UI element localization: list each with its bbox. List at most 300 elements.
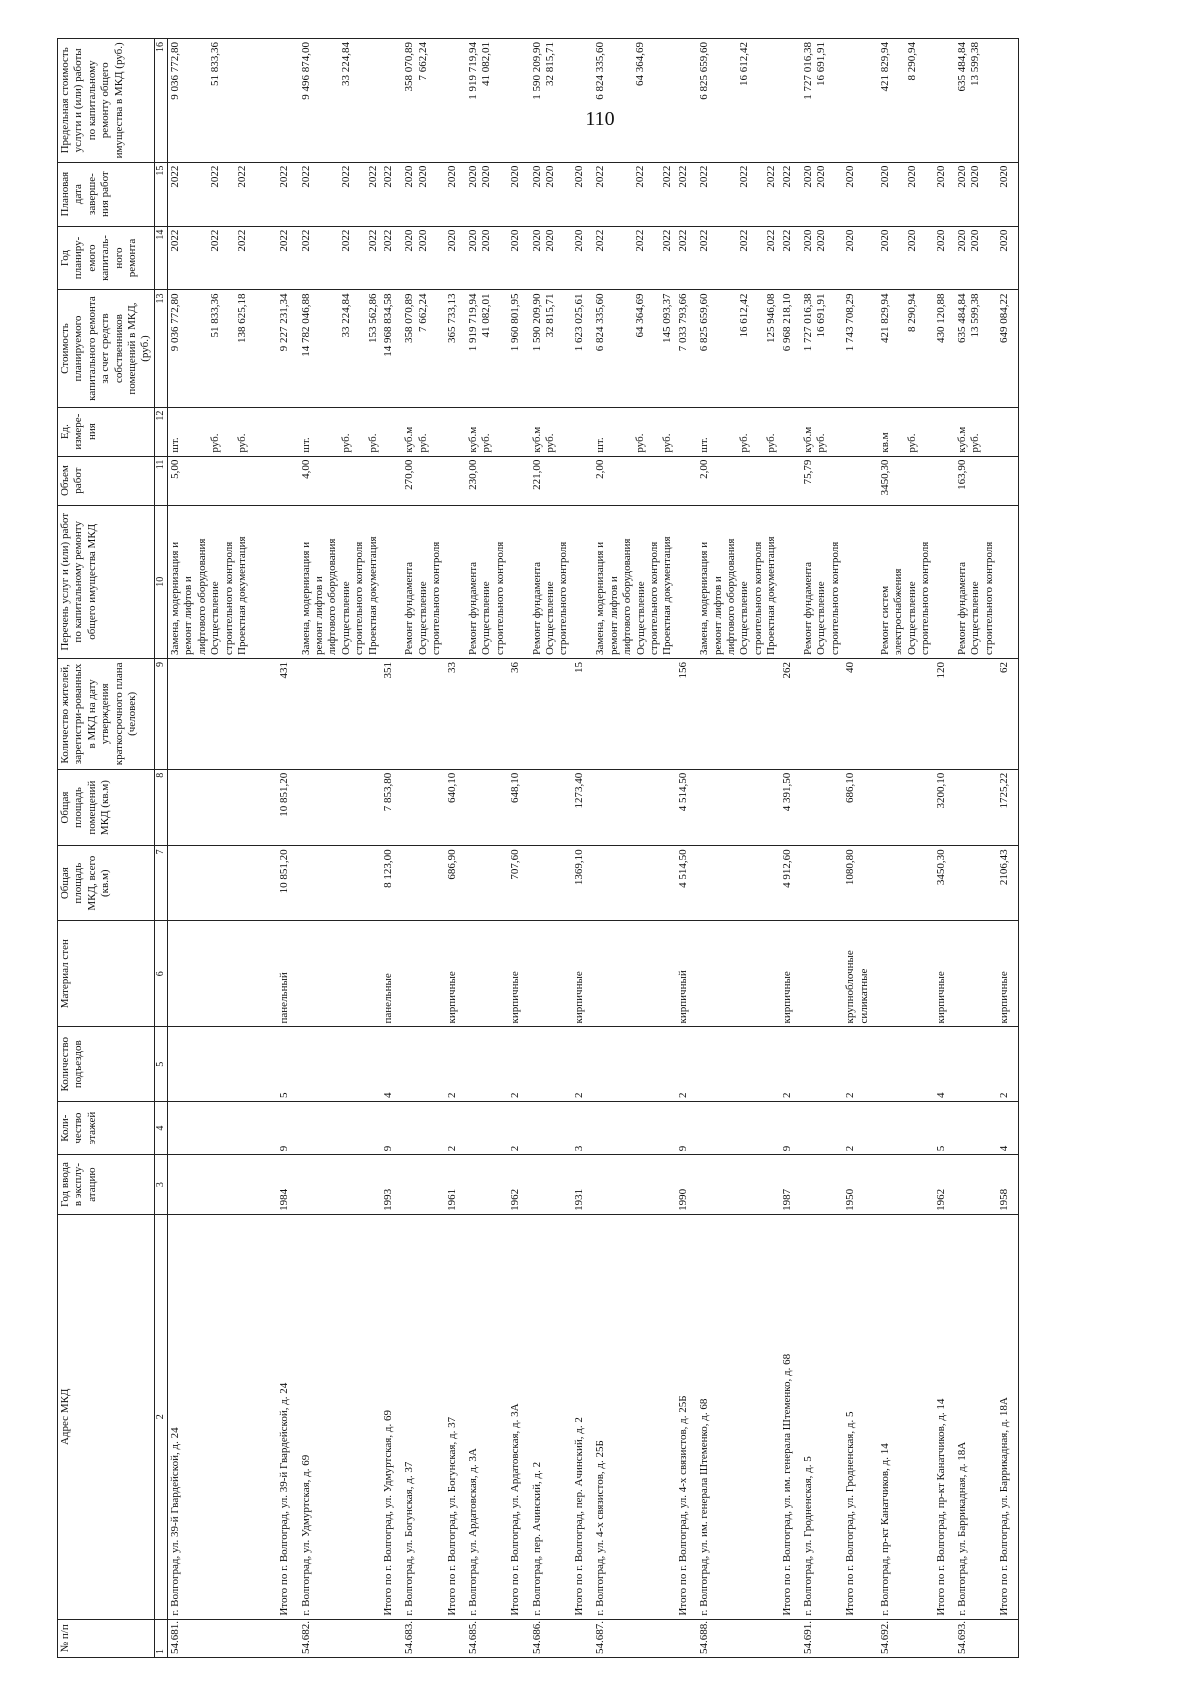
cell-year-built (299, 1155, 381, 1215)
completion-date-line (919, 166, 932, 223)
work-volume-line (544, 460, 557, 502)
cell-unit (402, 407, 444, 456)
entrances-line (403, 1030, 416, 1098)
work-volume-line (935, 460, 948, 502)
completion-date-line: 2022 (594, 165, 607, 188)
cell-works-list (934, 505, 949, 658)
works-list-line: Осуществление (738, 581, 751, 655)
work-volume-line (661, 460, 674, 502)
table-row (402, 39, 444, 1658)
address-line: Итого по г. Волгоград, ул. им. генерала Штеменко, д. 68 (780, 1353, 793, 1616)
max-cost-line (446, 42, 459, 159)
row-number-line (998, 1623, 1011, 1654)
page-number: 110 (585, 108, 615, 130)
works-list-line: строительного контроля (828, 541, 841, 655)
repair-cost-line (494, 293, 507, 403)
residents-line: 40 (844, 661, 857, 673)
residents-line (956, 662, 969, 766)
cell-total-area (402, 846, 444, 921)
work-volume-line (815, 460, 828, 502)
unit-line: шт. (594, 437, 607, 453)
premises-area-line: 648,10 (509, 772, 522, 803)
cell-works-list (878, 505, 934, 658)
spacer-cell (1013, 1619, 1019, 1657)
cell-row-number (168, 1619, 278, 1657)
cell-row-number (997, 1619, 1012, 1657)
repair-year-line (494, 230, 507, 287)
unit-line (494, 411, 507, 453)
premises-area-line (169, 773, 182, 843)
header-col-6: Материал стен (58, 920, 155, 1027)
cell-repair-cost (299, 290, 381, 407)
cell-repair-year (676, 226, 691, 290)
cell-wall-material (381, 920, 396, 1027)
cell-year-built (780, 1155, 795, 1215)
cell-entrances (780, 1027, 795, 1102)
repair-year-line (712, 230, 725, 287)
repair-cost-line: 430 120,88 (934, 293, 947, 343)
works-list-line: Осуществление (416, 581, 429, 655)
address-line (223, 1218, 236, 1616)
works-list-line: лифтового оборудования (195, 538, 208, 655)
total-area-line (403, 849, 416, 917)
max-cost-line: 7 662,24 (416, 42, 429, 81)
works-list-line: лифтового оборудования (724, 538, 737, 655)
repair-year-line (919, 230, 932, 287)
cell-works-list (445, 505, 460, 658)
cell-max-cost (697, 39, 779, 163)
cell-row-number (955, 1619, 997, 1657)
premises-area-line (879, 773, 892, 843)
cell-work-volume (955, 456, 997, 505)
cell-work-volume (676, 456, 691, 505)
cell-floors (402, 1102, 444, 1155)
cell-floors (466, 1102, 508, 1155)
repair-year-line: 2022 (366, 229, 379, 252)
completion-date-line: 2020 (509, 165, 522, 188)
completion-date-line (494, 166, 507, 223)
repair-cost-line (712, 293, 725, 403)
completion-date-line: 2020 (879, 165, 892, 188)
cell-row-number (934, 1619, 949, 1657)
entrances-line (698, 1030, 711, 1098)
repair-cost-line: 6 825 659,60 (698, 293, 711, 352)
cell-work-volume (277, 456, 292, 505)
cell-completion-date (676, 162, 691, 226)
cell-max-cost (934, 39, 949, 163)
works-list-line: строительного контроля (222, 541, 235, 655)
cell-works-list (801, 505, 843, 658)
address-line: г. Волгоград, ул. 39-й Гвардейской, д. 24 (169, 1427, 182, 1616)
works-list-line: Проектная документация (765, 536, 778, 655)
cell-year-built (801, 1155, 843, 1215)
residents-line (531, 662, 544, 766)
completion-date-line (608, 166, 621, 223)
cell-entrances (466, 1027, 508, 1102)
repair-cost-line: 1 727 016,38 (801, 293, 814, 352)
repair-cost-line: 6 968 218,10 (780, 293, 793, 352)
unit-line (182, 411, 195, 453)
cell-total-area (934, 846, 949, 921)
unit-line: руб. (236, 433, 249, 453)
floors-line: 2 (844, 1145, 857, 1152)
table-row (168, 39, 278, 1658)
cell-completion-date (299, 162, 381, 226)
works-list-line: Ремонт фундамента (956, 561, 969, 655)
cell-premises-area (445, 769, 460, 846)
residents-line (300, 662, 313, 766)
col-number-16: 16 (154, 39, 167, 163)
cell-year-built (508, 1155, 523, 1215)
repair-year-line: 2020 (934, 229, 947, 252)
works-list-line: Ремонт систем (879, 585, 892, 655)
cell-year-built (466, 1155, 508, 1215)
cell-works-list (843, 505, 872, 658)
max-cost-line: 6 824 335,60 (594, 42, 607, 100)
works-list-line: Осуществление (209, 581, 222, 655)
work-volume-line (712, 460, 725, 502)
repair-cost-line: 125 946,08 (765, 293, 778, 343)
work-volume-line (969, 460, 982, 502)
cell-row-number (780, 1619, 795, 1657)
cell-year-built (168, 1155, 278, 1215)
row-number-line (844, 1623, 857, 1654)
work-volume-line (844, 460, 857, 502)
unit-line (677, 411, 690, 453)
cell-repair-year (780, 226, 795, 290)
cell-residents (277, 658, 292, 769)
repair-year-line: 2022 (738, 229, 751, 252)
completion-date-line (892, 166, 905, 223)
unit-line: куб.м (403, 426, 416, 453)
work-volume-line (781, 460, 794, 502)
cell-repair-year (445, 226, 460, 290)
cell-premises-area (402, 769, 444, 846)
cell-works-list (697, 505, 779, 658)
row-number-line: 54.682. (299, 1621, 312, 1654)
cell-max-cost (381, 39, 396, 163)
cell-works-list (572, 505, 587, 658)
max-cost-line: 1 919 719,94 (467, 42, 480, 100)
table-row (955, 39, 997, 1658)
premises-area-line: 7 853,80 (382, 772, 395, 812)
cell-address (843, 1214, 872, 1619)
max-cost-line (765, 42, 778, 159)
repair-year-line: 2020 (998, 229, 1011, 252)
repair-cost-line: 32 815,71 (544, 293, 557, 338)
total-area-line: 707,60 (509, 849, 522, 880)
works-list-line: Проектная документация (236, 536, 249, 655)
entrances-line: 2 (445, 1092, 458, 1099)
repair-cost-line (892, 293, 905, 403)
repair-cost-line (608, 293, 621, 403)
repair-cost-line (829, 293, 842, 403)
repair-year-line: 2022 (339, 229, 352, 252)
cell-works-list (997, 505, 1012, 658)
repair-cost-line (430, 293, 443, 403)
work-volume-line (480, 460, 493, 502)
cell-work-volume (530, 456, 572, 505)
cell-repair-cost (997, 290, 1012, 407)
works-list-line (382, 509, 395, 655)
repair-cost-line: 16 691,91 (815, 293, 828, 338)
entrances-line: 4 (382, 1092, 395, 1099)
cell-entrances (593, 1027, 675, 1102)
residents-line: 262 (780, 661, 793, 679)
entrances-line (879, 1030, 892, 1098)
cell-premises-area (697, 769, 779, 846)
spacer-cell (1013, 456, 1019, 505)
completion-date-line: 2022 (209, 165, 222, 188)
cell-entrances (801, 1027, 843, 1102)
table-row (878, 39, 934, 1658)
cell-work-volume (697, 456, 779, 505)
cell-address (997, 1214, 1012, 1619)
repair-year-line: 2020 (544, 229, 557, 252)
header-col-12: Ед. измере-ния (58, 407, 155, 456)
work-volume-line (983, 460, 996, 502)
works-list-line (844, 509, 857, 655)
unit-line: руб. (480, 433, 493, 453)
wall-material-line (300, 924, 313, 1024)
year-built-line (403, 1158, 416, 1211)
repair-year-line: 2020 (480, 229, 493, 252)
works-list-line: Замена, модернизация и (299, 541, 312, 655)
cell-repair-year (530, 226, 572, 290)
repair-cost-line (752, 293, 765, 403)
completion-date-line: 2020 (969, 165, 982, 188)
completion-date-line: 2022 (366, 165, 379, 188)
repair-cost-line (725, 293, 738, 403)
residents-line: 120 (934, 661, 947, 679)
work-volume-line (367, 460, 380, 502)
wall-material-line: панельный (278, 972, 291, 1024)
repair-year-line: 2020 (530, 229, 543, 252)
residents-line: 431 (278, 661, 291, 679)
cell-entrances (402, 1027, 444, 1102)
address-line: г. Волгоград, ул. Удмуртская, д. 69 (299, 1454, 312, 1616)
works-list-line (998, 509, 1011, 655)
address-line: г. Волгоград, ул. Ардатовская, д. 3А (467, 1448, 480, 1616)
cell-year-built (402, 1155, 444, 1215)
repair-year-line: 2020 (844, 229, 857, 252)
cell-unit (801, 407, 843, 456)
cell-address (934, 1214, 949, 1619)
floors-line: 9 (382, 1145, 395, 1152)
repair-year-line (892, 230, 905, 287)
rotated-table-container (57, 38, 1187, 1658)
works-list-line: строительного контроля (557, 541, 570, 655)
cell-completion-date (572, 162, 587, 226)
premises-area-line: 3200,10 (934, 772, 947, 809)
cell-works-list (299, 505, 381, 658)
repair-cost-line: 153 562,86 (366, 293, 379, 343)
year-built-line (169, 1158, 182, 1211)
completion-date-line: 2020 (905, 165, 918, 188)
cell-repair-cost (402, 290, 444, 407)
repair-cost-line (621, 293, 634, 403)
cell-entrances (299, 1027, 381, 1102)
cell-residents (780, 658, 795, 769)
max-cost-line: 16 612,42 (738, 42, 751, 86)
year-built-line (531, 1158, 544, 1211)
cell-works-list (593, 505, 675, 658)
max-cost-line: 1 590 209,90 (530, 42, 543, 100)
cell-repair-cost (508, 290, 523, 407)
unit-line: руб. (544, 433, 557, 453)
completion-date-line (983, 166, 996, 223)
repair-cost-line: 1 590 209,90 (530, 293, 543, 352)
wall-material-line: кирпичные (509, 971, 522, 1024)
max-cost-line (983, 42, 996, 159)
cell-wall-material (843, 920, 872, 1027)
cell-works-list (277, 505, 292, 658)
cell-completion-date (780, 162, 795, 226)
cell-unit (955, 407, 997, 456)
premises-area-line (956, 773, 969, 843)
works-list-line (935, 509, 948, 655)
cell-completion-date (801, 162, 843, 226)
completion-date-line (648, 166, 661, 223)
cell-unit (780, 407, 795, 456)
spacer-cell (1013, 1214, 1019, 1619)
entrances-line (802, 1030, 815, 1098)
wall-material-line (956, 924, 969, 1024)
cell-row-number (843, 1619, 872, 1657)
cell-wall-material (955, 920, 997, 1027)
premises-area-line (403, 773, 416, 843)
work-volume-line (725, 460, 738, 502)
cell-floors (997, 1102, 1012, 1155)
cell-repair-cost (593, 290, 675, 407)
cell-total-area (878, 846, 934, 921)
cell-floors (593, 1102, 675, 1155)
spacer-cell (1013, 290, 1019, 407)
unit-line (278, 411, 291, 453)
works-list-line: Осуществление (480, 581, 493, 655)
total-area-line: 4 514,50 (676, 849, 689, 888)
wall-material-line: силикатные (857, 968, 870, 1024)
total-area-line (956, 849, 969, 917)
cell-unit (934, 407, 949, 456)
cell-work-volume (843, 456, 872, 505)
work-volume-line (621, 460, 634, 502)
row-number-line: 54.688. (698, 1621, 711, 1654)
year-built-line (467, 1158, 480, 1211)
cell-total-area (168, 846, 278, 921)
cell-unit (676, 407, 691, 456)
cell-floors (572, 1102, 587, 1155)
cell-total-area (676, 846, 691, 921)
cell-address (277, 1214, 292, 1619)
cell-completion-date (168, 162, 278, 226)
cell-repair-cost (466, 290, 508, 407)
cell-year-built (697, 1155, 779, 1215)
cell-max-cost (843, 39, 872, 163)
unit-line (608, 411, 621, 453)
cell-floors (277, 1102, 292, 1155)
works-list-line: ремонт лифтов и (182, 576, 195, 655)
max-cost-line (725, 42, 738, 159)
premises-area-line (300, 773, 313, 843)
cell-entrances (381, 1027, 396, 1102)
repair-cost-line (326, 293, 339, 403)
work-volume-line (919, 460, 932, 502)
cell-row-number (508, 1619, 523, 1657)
cell-floors (508, 1102, 523, 1155)
cell-repair-cost (445, 290, 460, 407)
cell-total-area (997, 846, 1012, 921)
completion-date-line: 2020 (801, 165, 814, 188)
cell-address (299, 1214, 381, 1619)
cell-works-list (530, 505, 572, 658)
residents-line (698, 662, 711, 766)
year-built-line: 1987 (780, 1188, 793, 1211)
spacer-cell (1013, 505, 1019, 658)
max-cost-line (608, 42, 621, 159)
address-line: Итого по г. Волгоград, пр-кт Канатчиков, д. 14 (934, 1398, 947, 1616)
unit-line: шт. (299, 437, 312, 453)
address-line (249, 1218, 262, 1616)
residents-line (403, 662, 416, 766)
cell-wall-material (676, 920, 691, 1027)
completion-date-line (353, 166, 366, 223)
floors-line: 2 (445, 1145, 458, 1152)
floors-line (879, 1105, 892, 1151)
cell-total-area (572, 846, 587, 921)
works-list-line: лифтового оборудования (326, 538, 339, 655)
works-list-line: Осуществление (339, 581, 352, 655)
cell-address (780, 1214, 795, 1619)
cell-entrances (676, 1027, 691, 1102)
row-number-line (677, 1623, 690, 1654)
residents-line (594, 662, 607, 766)
table-row (801, 39, 843, 1658)
cell-address (676, 1214, 691, 1619)
floors-line (802, 1105, 815, 1151)
unit-line (998, 411, 1011, 453)
works-list-line: строительного контроля (353, 541, 366, 655)
max-cost-line (648, 42, 661, 159)
unit-line (844, 411, 857, 453)
cell-completion-date (466, 162, 508, 226)
address-line (209, 1218, 222, 1616)
wall-material-line (531, 924, 544, 1024)
year-built-line (698, 1158, 711, 1211)
address-line (263, 1218, 276, 1616)
works-list-line: Проектная документация (366, 536, 379, 655)
cell-completion-date (381, 162, 396, 226)
cell-premises-area (801, 769, 843, 846)
floors-line: 9 (780, 1145, 793, 1152)
row-number-line: 54.685. (467, 1621, 480, 1654)
entrances-line: 2 (780, 1092, 793, 1099)
row-number-line (278, 1623, 291, 1654)
floors-line (467, 1105, 480, 1151)
works-list-line: Проектная документация (661, 536, 674, 655)
cell-unit (697, 407, 779, 456)
total-area-line (879, 849, 892, 917)
cell-work-volume (801, 456, 843, 505)
works-list-line: строительного контроля (430, 541, 443, 655)
premises-area-line: 1273,40 (572, 772, 585, 809)
unit-line (573, 411, 586, 453)
header-col-10: Перечень услуг и (или) работ по капитальному ремонту общего имущества МКД (58, 505, 155, 658)
cell-entrances (445, 1027, 460, 1102)
cell-completion-date (997, 162, 1012, 226)
unit-line (621, 411, 634, 453)
cell-address (878, 1214, 934, 1619)
